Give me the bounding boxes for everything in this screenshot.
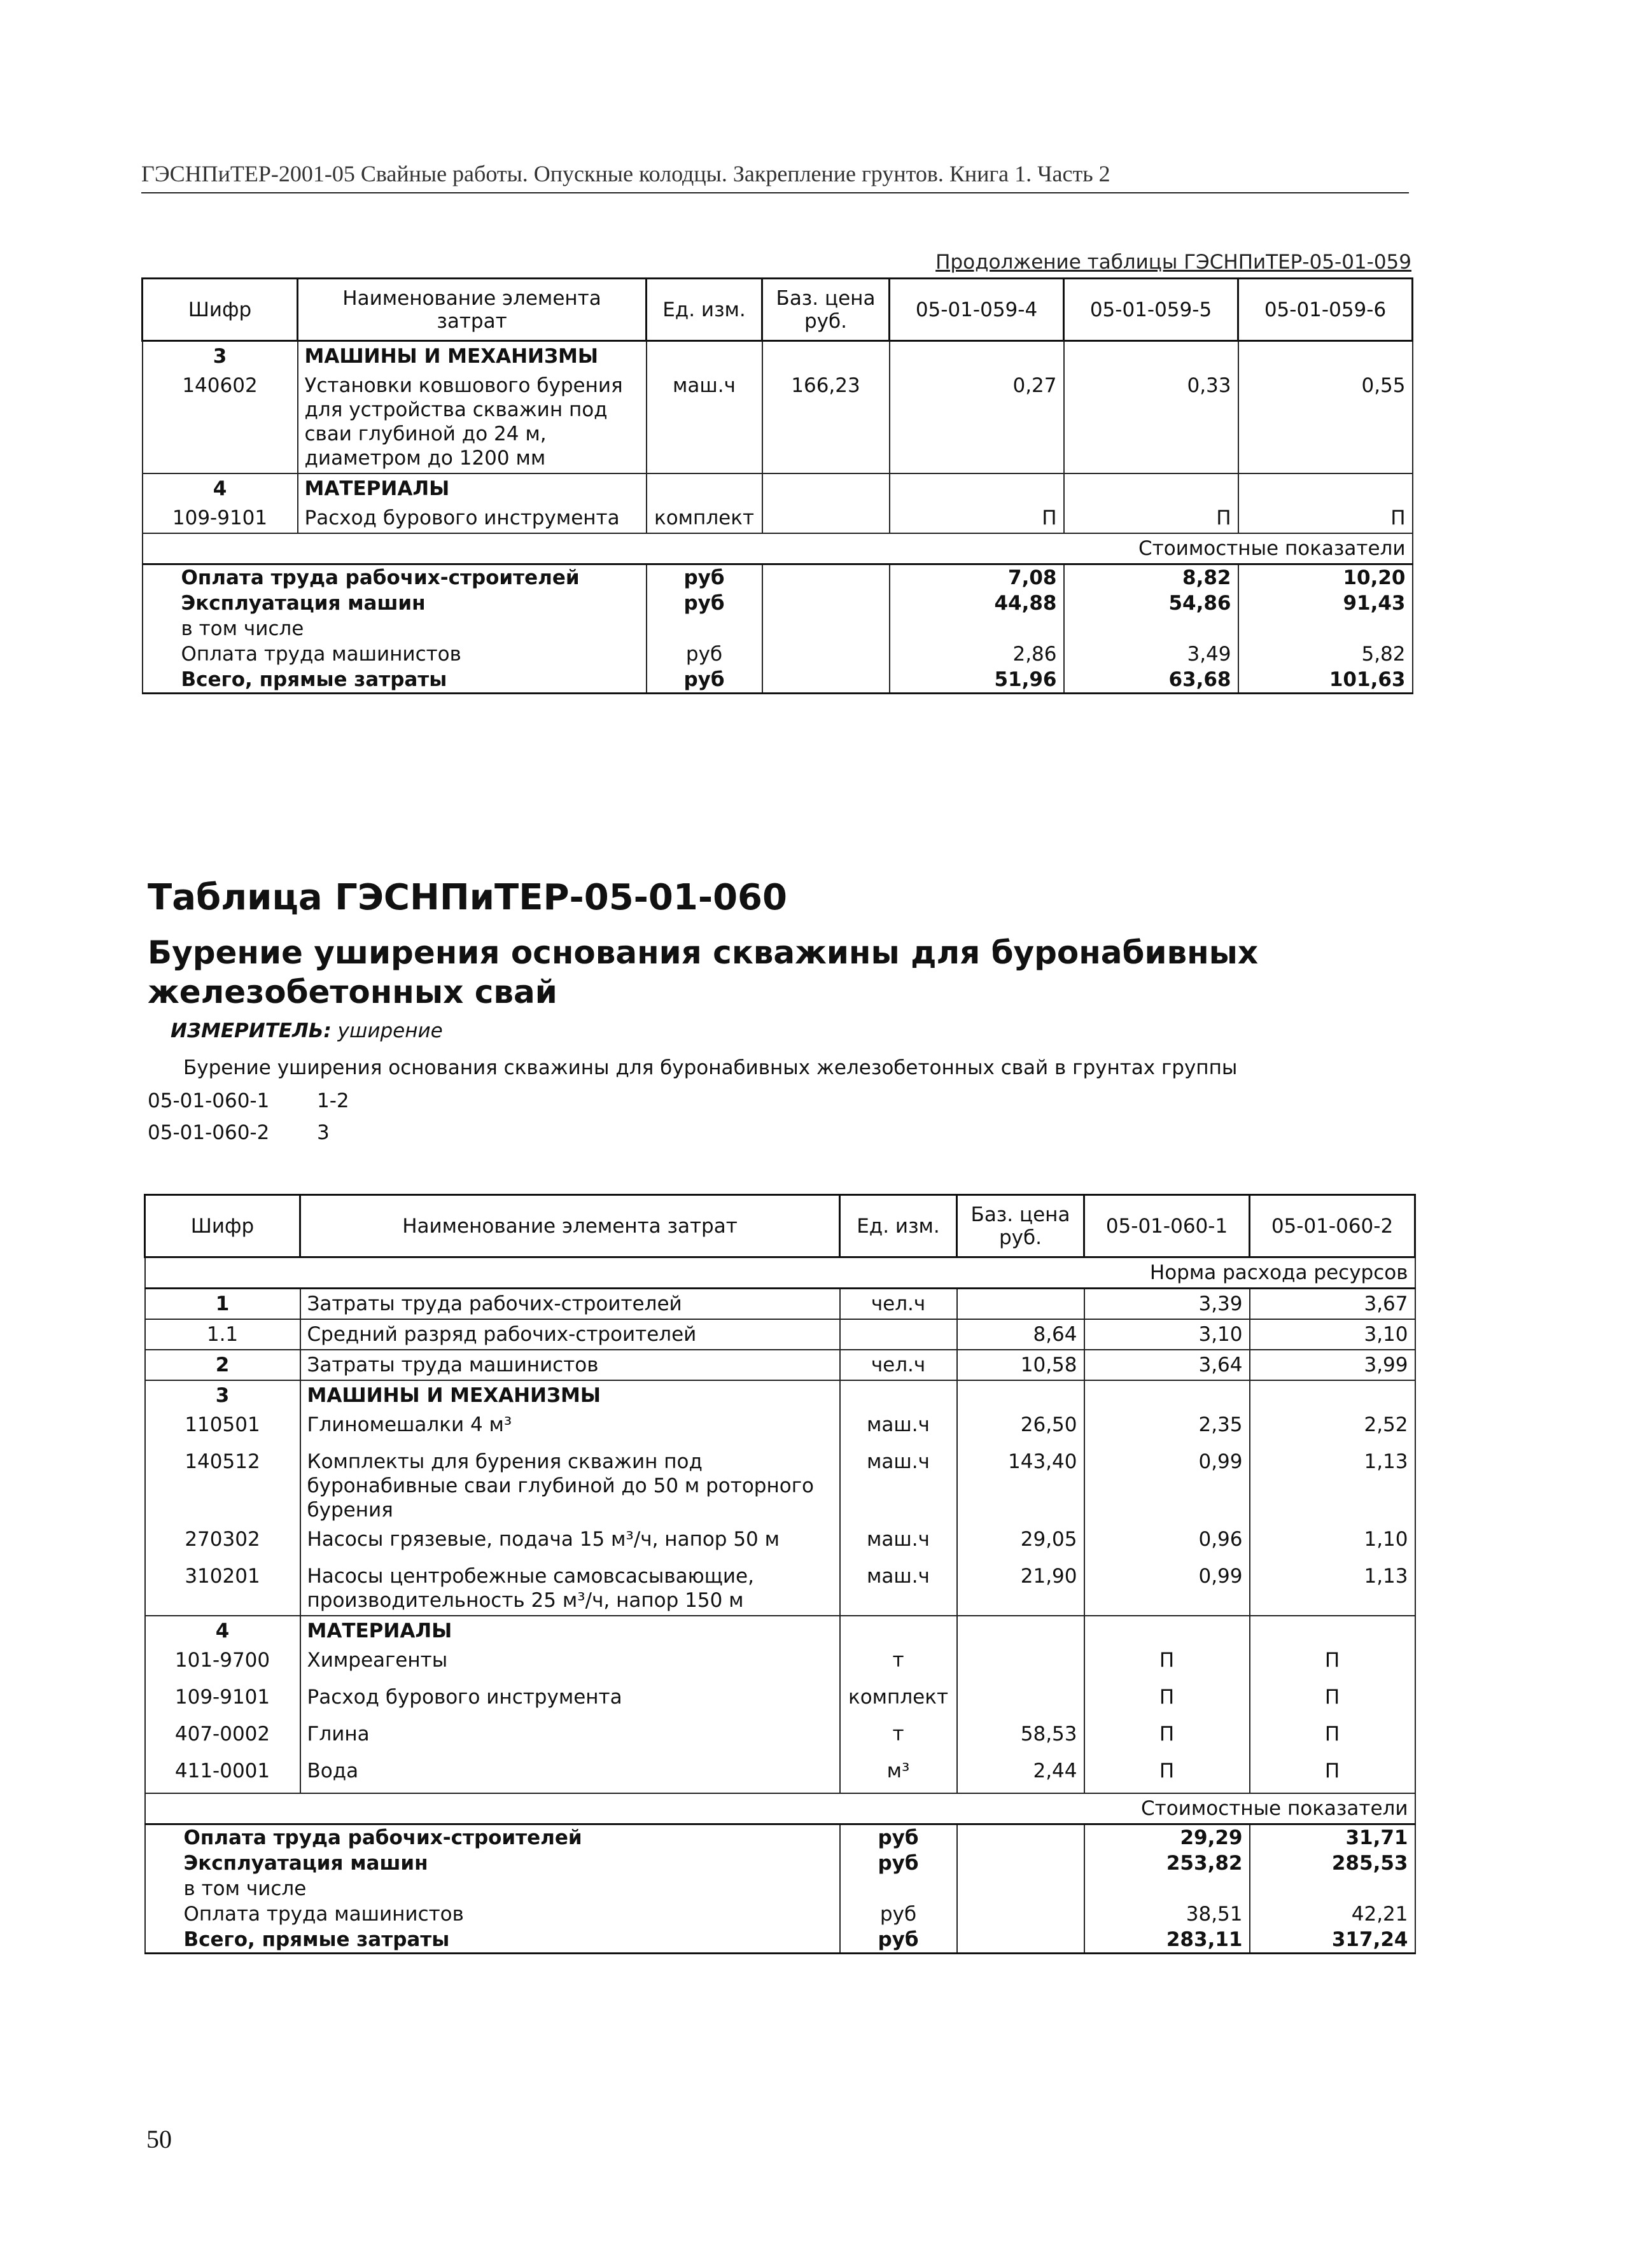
- cost-value-2: 8,82: [1064, 564, 1238, 591]
- row-unit: м³: [840, 1756, 957, 1793]
- row-price: 8,64: [957, 1319, 1084, 1350]
- header-col-2: 05-01-059-5: [1064, 279, 1238, 341]
- cost-unit: руб: [647, 564, 762, 591]
- row-name: Насосы грязевые, подача 15 м³/ч, напор 50 м: [300, 1525, 840, 1562]
- table-059: [141, 277, 1413, 694]
- variant-code: 05-01-060-1: [148, 1089, 270, 1112]
- norm-label: Норма расхода ресурсов: [145, 1257, 1415, 1289]
- row-value-2: 3,67: [1250, 1289, 1415, 1320]
- row-name: Вода: [300, 1756, 840, 1793]
- row-unit: маш.ч: [647, 371, 762, 473]
- row-code: 109-9101: [145, 1683, 300, 1719]
- header-price: Баз. цена руб.: [762, 279, 890, 341]
- table-row: [143, 473, 1413, 503]
- row-value-2: 1,13: [1250, 1562, 1415, 1616]
- row-name: Расход бурового инструмента: [300, 1683, 840, 1719]
- row-value-2: 0,33: [1064, 371, 1238, 473]
- cost-value-1: 44,88: [890, 591, 1064, 616]
- cost-row: [143, 641, 1413, 667]
- row-value-1: 3,10: [1084, 1319, 1250, 1350]
- cost-name: Эксплуатация машин: [145, 1851, 840, 1876]
- cost-unit: руб: [840, 1901, 957, 1927]
- row-name: Насосы центробежные самовсасывающие, производительность 25 м³/ч, напор 150 м: [300, 1562, 840, 1616]
- row-price: [957, 1289, 1084, 1320]
- page-number: 50: [146, 2125, 172, 2153]
- cost-name: Всего, прямые затраты: [143, 667, 647, 694]
- cost-value-2: 42,21: [1250, 1901, 1415, 1927]
- cost-value-1: 51,96: [890, 667, 1064, 694]
- row-value-1: 2,35: [1084, 1410, 1250, 1447]
- cost-value-2: [1064, 616, 1238, 641]
- cost-indicators-label: Стоимостные показатели: [145, 1793, 1415, 1824]
- row-value-1: П: [1084, 1756, 1250, 1793]
- cost-row: [145, 1901, 1415, 1927]
- norm-header: [145, 1257, 1415, 1289]
- row-value-1: 0,99: [1084, 1447, 1250, 1525]
- cost-value-2: 63,68: [1064, 667, 1238, 694]
- running-header: ГЭСНПиТЕР-2001-05 Свайные работы. Опускные колодцы. Закрепление грунтов. Книга 1. Часть 2: [141, 160, 1409, 193]
- table-row: [145, 1380, 1415, 1410]
- row-value-1: 0,27: [890, 371, 1064, 473]
- cost-value-3: 5,82: [1238, 641, 1413, 667]
- cost-name: Оплата труда рабочих-строителей: [145, 1824, 840, 1851]
- row-code: 270302: [145, 1525, 300, 1562]
- row-value-3: [1238, 341, 1413, 372]
- header-name: Наименование элемента затрат: [298, 279, 647, 341]
- cost-value-3: 91,43: [1238, 591, 1413, 616]
- row-unit: [647, 473, 762, 503]
- cost-row: [145, 1851, 1415, 1876]
- cost-unit: руб: [840, 1824, 957, 1851]
- row-unit: маш.ч: [840, 1447, 957, 1525]
- row-value-3: [1238, 473, 1413, 503]
- cost-unit: руб: [840, 1851, 957, 1876]
- row-unit: маш.ч: [840, 1525, 957, 1562]
- cost-unit: руб: [647, 591, 762, 616]
- row-code: 1: [145, 1289, 300, 1320]
- row-code: 101-9700: [145, 1646, 300, 1683]
- row-name: Химреагенты: [300, 1646, 840, 1683]
- row-name: Глина: [300, 1719, 840, 1756]
- cost-value-1: 7,08: [890, 564, 1064, 591]
- row-value-1: [1084, 1616, 1250, 1646]
- cost-value-1: [890, 616, 1064, 641]
- row-value-2: 2,52: [1250, 1410, 1415, 1447]
- table-row: [145, 1756, 1415, 1793]
- cost-name: Эксплуатация машин: [143, 591, 647, 616]
- cost-value-2: 3,49: [1064, 641, 1238, 667]
- row-name: МАТЕРИАЛЫ: [298, 473, 647, 503]
- cost-name: в том числе: [143, 616, 647, 641]
- row-code: 310201: [145, 1562, 300, 1616]
- row-code: 4: [143, 473, 298, 503]
- table-row: [145, 1683, 1415, 1719]
- row-price: [957, 1380, 1084, 1410]
- row-unit: [840, 1319, 957, 1350]
- row-code: 411-0001: [145, 1756, 300, 1793]
- cost-name: в том числе: [145, 1876, 840, 1901]
- cost-name: Оплата труда машинистов: [145, 1901, 840, 1927]
- row-price: 26,50: [957, 1410, 1084, 1447]
- variant-value: 1-2: [317, 1089, 349, 1112]
- cost-value-1: [1084, 1876, 1250, 1901]
- cost-value-2: 285,53: [1250, 1851, 1415, 1876]
- intro-text: Бурение уширения основания скважины для буронабивных железобетонных свай в грунтах группы: [183, 1056, 1238, 1079]
- row-code: 407-0002: [145, 1719, 300, 1756]
- row-code: 109-9101: [143, 503, 298, 533]
- row-value-1: [890, 341, 1064, 372]
- header-col-2: 05-01-060-2: [1250, 1195, 1415, 1257]
- header-code: Шифр: [143, 279, 298, 341]
- row-code: 2: [145, 1350, 300, 1380]
- measurer: [171, 1019, 443, 1042]
- table-row: [145, 1447, 1415, 1525]
- row-price: 143,40: [957, 1447, 1084, 1525]
- row-price: 29,05: [957, 1525, 1084, 1562]
- row-name: Комплекты для бурения скважин под буронабивные сваи глубиной до 50 м роторного бурения: [300, 1447, 840, 1525]
- header-name: Наименование элемента затрат: [300, 1195, 840, 1257]
- row-value-2: [1250, 1616, 1415, 1646]
- row-price: 166,23: [762, 371, 890, 473]
- row-unit: маш.ч: [840, 1562, 957, 1616]
- row-value-2: П: [1250, 1683, 1415, 1719]
- row-name: Затраты труда машинистов: [300, 1350, 840, 1380]
- table-row: [145, 1719, 1415, 1756]
- cost-name: Оплата труда машинистов: [143, 641, 647, 667]
- table-row: [145, 1562, 1415, 1616]
- table-row: [145, 1646, 1415, 1683]
- row-price: [957, 1683, 1084, 1719]
- cost-row: [143, 591, 1413, 616]
- cost-unit: руб: [647, 641, 762, 667]
- row-name: МАШИНЫ И МЕХАНИЗМЫ: [298, 341, 647, 372]
- cost-value-1: 2,86: [890, 641, 1064, 667]
- row-code: 110501: [145, 1410, 300, 1447]
- variant-code: 05-01-060-2: [148, 1121, 270, 1144]
- cost-unit: [840, 1876, 957, 1901]
- table-row: [145, 1319, 1415, 1350]
- cost-row: [145, 1927, 1415, 1954]
- row-value-1: П: [1084, 1683, 1250, 1719]
- table-row: [145, 1410, 1415, 1447]
- cost-unit: руб: [840, 1927, 957, 1954]
- variant-line: [148, 1089, 349, 1112]
- row-unit: т: [840, 1646, 957, 1683]
- variant-line: [148, 1121, 330, 1144]
- table-row: [145, 1289, 1415, 1320]
- row-value-1: 0,96: [1084, 1525, 1250, 1562]
- row-unit: чел.ч: [840, 1289, 957, 1320]
- table-row: [145, 1616, 1415, 1646]
- table-060: [144, 1194, 1416, 1954]
- cost-row: [143, 667, 1413, 694]
- row-value-2: П: [1250, 1756, 1415, 1793]
- row-unit: [647, 341, 762, 372]
- header-col-3: 05-01-059-6: [1238, 279, 1413, 341]
- row-name: Глиномешалки 4 м³: [300, 1410, 840, 1447]
- cost-indicators-label: Стоимостные показатели: [143, 533, 1413, 564]
- row-code: 140602: [143, 371, 298, 473]
- row-value-2: [1064, 341, 1238, 372]
- table-row: [143, 503, 1413, 533]
- row-name: МАТЕРИАЛЫ: [300, 1616, 840, 1646]
- row-unit: комплект: [647, 503, 762, 533]
- table-row: [145, 1350, 1415, 1380]
- row-name: МАШИНЫ И МЕХАНИЗМЫ: [300, 1380, 840, 1410]
- row-price: 21,90: [957, 1562, 1084, 1616]
- variant-value: 3: [317, 1121, 330, 1144]
- row-value-1: [1084, 1380, 1250, 1410]
- cost-row: [143, 616, 1413, 641]
- row-value-2: 3,99: [1250, 1350, 1415, 1380]
- header-unit: Ед. изм.: [840, 1195, 957, 1257]
- row-price: [957, 1646, 1084, 1683]
- cost-row: [145, 1876, 1415, 1901]
- row-name: Затраты труда рабочих-строителей: [300, 1289, 840, 1320]
- cost-name: Всего, прямые затраты: [145, 1927, 840, 1954]
- cost-indicators-header: [145, 1793, 1415, 1824]
- row-code: 1.1: [145, 1319, 300, 1350]
- header-col-1: 05-01-059-4: [890, 279, 1064, 341]
- row-value-2: [1064, 473, 1238, 503]
- row-price: 10,58: [957, 1350, 1084, 1380]
- row-price: [762, 473, 890, 503]
- row-value-1: 0,99: [1084, 1562, 1250, 1616]
- table-continuation-caption: Продолжение таблицы ГЭСНПиТЕР-05-01-059: [935, 251, 1411, 274]
- cost-unit: [647, 616, 762, 641]
- table-title: Таблица ГЭСНПиТЕР-05-01-060: [148, 877, 787, 918]
- header-col-1: 05-01-060-1: [1084, 1195, 1250, 1257]
- cost-value-2: 31,71: [1250, 1824, 1415, 1851]
- cost-value-1: 38,51: [1084, 1901, 1250, 1927]
- row-unit: комплект: [840, 1683, 957, 1719]
- measurer-value: уширение: [337, 1019, 443, 1042]
- cost-value-3: [1238, 616, 1413, 641]
- row-unit: чел.ч: [840, 1350, 957, 1380]
- row-code: 3: [143, 341, 298, 372]
- row-value-2: П: [1250, 1719, 1415, 1756]
- cost-value-1: 29,29: [1084, 1824, 1250, 1851]
- cost-value-2: [1250, 1876, 1415, 1901]
- cost-indicators-header: [143, 533, 1413, 564]
- table-row: [143, 341, 1413, 372]
- row-value-3: П: [1238, 503, 1413, 533]
- row-price: [762, 341, 890, 372]
- row-code: 3: [145, 1380, 300, 1410]
- table-row: [145, 1525, 1415, 1562]
- cost-value-2: 317,24: [1250, 1927, 1415, 1954]
- cost-value-3: 10,20: [1238, 564, 1413, 591]
- row-name: Расход бурового инструмента: [298, 503, 647, 533]
- cost-value-1: 283,11: [1084, 1927, 1250, 1954]
- row-price: 2,44: [957, 1756, 1084, 1793]
- row-value-3: 0,55: [1238, 371, 1413, 473]
- cost-row: [145, 1824, 1415, 1851]
- row-value-1: П: [1084, 1646, 1250, 1683]
- row-unit: т: [840, 1719, 957, 1756]
- table-header-row: [143, 279, 1413, 341]
- cost-value-3: 101,63: [1238, 667, 1413, 694]
- header-unit: Ед. изм.: [647, 279, 762, 341]
- row-price: 58,53: [957, 1719, 1084, 1756]
- row-value-2: 1,13: [1250, 1447, 1415, 1525]
- cost-unit: руб: [647, 667, 762, 694]
- row-value-1: [890, 473, 1064, 503]
- row-value-2: 1,10: [1250, 1525, 1415, 1562]
- row-name: Средний разряд рабочих-строителей: [300, 1319, 840, 1350]
- row-value-2: П: [1250, 1646, 1415, 1683]
- table-subtitle: Бурение уширения основания скважины для буронабивных железобетонных свай: [148, 934, 1259, 1011]
- cost-value-2: 54,86: [1064, 591, 1238, 616]
- cost-name: Оплата труда рабочих-строителей: [143, 564, 647, 591]
- row-code: 140512: [145, 1447, 300, 1525]
- row-unit: [840, 1616, 957, 1646]
- row-unit: [840, 1380, 957, 1410]
- table-header-row: [145, 1195, 1415, 1257]
- row-value-1: 3,39: [1084, 1289, 1250, 1320]
- row-value-1: П: [890, 503, 1064, 533]
- row-price: [957, 1616, 1084, 1646]
- table-row: [143, 371, 1413, 473]
- cost-value-1: 253,82: [1084, 1851, 1250, 1876]
- cost-row: [143, 564, 1413, 591]
- header-code: Шифр: [145, 1195, 300, 1257]
- measurer-label: ИЗМЕРИТЕЛЬ:: [171, 1019, 332, 1042]
- row-value-1: 3,64: [1084, 1350, 1250, 1380]
- row-value-2: П: [1064, 503, 1238, 533]
- row-value-2: 3,10: [1250, 1319, 1415, 1350]
- row-value-2: [1250, 1380, 1415, 1410]
- header-price: Баз. цена руб.: [957, 1195, 1084, 1257]
- row-name: Установки ковшового бурения для устройства скважин под сваи глубиной до 24 м, диаметром до 1200 мм: [298, 371, 647, 473]
- row-code: 4: [145, 1616, 300, 1646]
- row-unit: маш.ч: [840, 1410, 957, 1447]
- row-value-1: П: [1084, 1719, 1250, 1756]
- row-price: [762, 503, 890, 533]
